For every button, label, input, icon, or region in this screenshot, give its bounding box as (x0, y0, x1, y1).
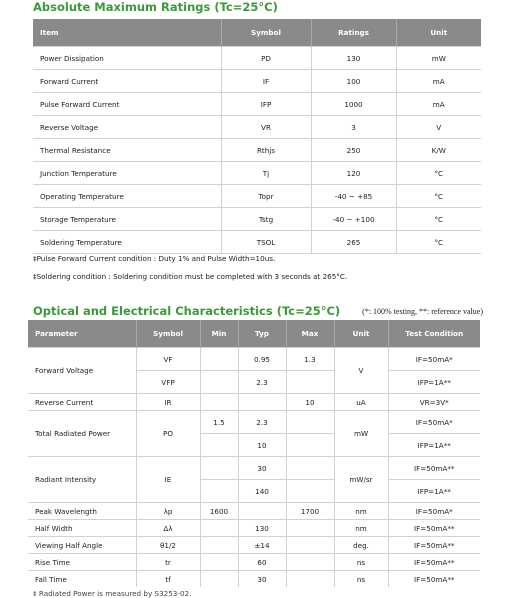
item-cell: Pulse Forward Current (33, 93, 221, 116)
min-cell (200, 480, 238, 503)
typ-cell: 140 (238, 480, 286, 503)
min-cell (200, 371, 238, 394)
unit-cell: uA (334, 394, 388, 411)
absolute-ratings-title: Absolute Maximum Ratings (Tc=25°C) (33, 0, 278, 14)
table-row (28, 457, 480, 480)
param-cell: Fall Time (28, 571, 136, 588)
header-symbol: Symbol (136, 320, 200, 348)
table-row (28, 348, 480, 371)
unit-cell: °C (396, 162, 481, 185)
min-cell (200, 394, 238, 411)
table-row (28, 503, 480, 520)
symbol-cell: TSOL (221, 231, 311, 254)
symbol-cell: tf (136, 571, 200, 588)
symbol-cell: IF (221, 70, 311, 93)
pulse-current-note: ‡Pulse Forward Current condition : Duty 1% and Pulse Width=10us. (33, 254, 276, 263)
ratings-cell: -40 ~ +100 (311, 208, 396, 231)
unit-cell: ns (334, 554, 388, 571)
unit-cell: mA (396, 70, 481, 93)
condition-cell: IF=50mA** (388, 571, 480, 588)
symbol-cell: PO (136, 411, 200, 457)
header-ratings: Ratings (311, 19, 396, 47)
min-cell: 1600 (200, 503, 238, 520)
table-row (28, 411, 480, 434)
ratings-cell: 1000 (311, 93, 396, 116)
unit-cell: °C (396, 208, 481, 231)
max-cell (286, 571, 334, 588)
typ-cell: 0.95 (238, 348, 286, 371)
unit-cell: °C (396, 185, 481, 208)
param-cell: Forward Voltage (28, 348, 136, 394)
item-cell: Power Dissipation (33, 47, 221, 70)
ratings-cell: 100 (311, 70, 396, 93)
max-cell (286, 434, 334, 457)
param-cell: Radiant Intensity (28, 457, 136, 503)
header-unit: Unit (396, 19, 481, 47)
unit-cell: nm (334, 520, 388, 537)
table-row (28, 520, 480, 537)
ratings-cell: 3 (311, 116, 396, 139)
unit-cell: °C (396, 231, 481, 254)
table-row (33, 208, 481, 231)
symbol-cell: Tj (221, 162, 311, 185)
item-cell: Junction Temperature (33, 162, 221, 185)
max-cell: 10 (286, 394, 334, 411)
unit-cell: ns (334, 571, 388, 588)
header-typ: Typ (238, 320, 286, 348)
symbol-cell: tr (136, 554, 200, 571)
min-cell (200, 434, 238, 457)
condition-cell: IFP=1A** (388, 434, 480, 457)
item-cell: Reverse Voltage (33, 116, 221, 139)
unit-cell: deg. (334, 537, 388, 554)
condition-cell: IF=50mA* (388, 348, 480, 371)
typ-cell: 130 (238, 520, 286, 537)
min-cell (200, 571, 238, 588)
min-cell (200, 348, 238, 371)
soldering-note: ‡Soldering condition : Soldering condition must be completed with 3 seconds at 265°C. (33, 272, 348, 281)
condition-cell: VR=3V* (388, 394, 480, 411)
condition-cell: IF=50mA** (388, 554, 480, 571)
max-cell (286, 537, 334, 554)
ratings-cell: 130 (311, 47, 396, 70)
table-header-row (33, 19, 481, 47)
typ-cell: 60 (238, 554, 286, 571)
symbol-cell: θ1/2 (136, 537, 200, 554)
symbol-cell: IR (136, 394, 200, 411)
table-row (28, 394, 480, 411)
condition-cell: IF=50mA** (388, 457, 480, 480)
item-cell: Operating Temperature (33, 185, 221, 208)
header-item: Item (33, 19, 221, 47)
header-symbol: Symbol (221, 19, 311, 47)
max-cell: 1700 (286, 503, 334, 520)
ratings-cell: -40 ~ +85 (311, 185, 396, 208)
ratings-cell: 250 (311, 139, 396, 162)
symbol-cell: PD (221, 47, 311, 70)
max-cell (286, 554, 334, 571)
table-row (33, 70, 481, 93)
table-header-row (28, 320, 480, 348)
typ-cell (238, 503, 286, 520)
header-parameter: Parameter (28, 320, 136, 348)
condition-cell: IF=50mA* (388, 411, 480, 434)
item-cell: Forward Current (33, 70, 221, 93)
typ-cell: 30 (238, 571, 286, 588)
symbol-cell: VFP (136, 371, 200, 394)
min-cell (200, 520, 238, 537)
typ-cell: 2.3 (238, 371, 286, 394)
item-cell: Thermal Resistance (33, 139, 221, 162)
item-cell: Soldering Temperature (33, 231, 221, 254)
symbol-cell: Tstg (221, 208, 311, 231)
condition-cell: IF=50mA** (388, 537, 480, 554)
header-max: Max (286, 320, 334, 348)
symbol-cell: IE (136, 457, 200, 503)
symbol-cell: IFP (221, 93, 311, 116)
typ-cell: 30 (238, 457, 286, 480)
table-row (33, 162, 481, 185)
min-cell (200, 554, 238, 571)
unit-cell: mW (396, 47, 481, 70)
testing-legend-note: (*: 100% testing, **: reference value) (362, 307, 483, 316)
symbol-cell: λp (136, 503, 200, 520)
symbol-cell: VF (136, 348, 200, 371)
param-cell: Rise Time (28, 554, 136, 571)
unit-cell: K/W (396, 139, 481, 162)
condition-cell: IFP=1A** (388, 480, 480, 503)
table-row (33, 93, 481, 116)
condition-cell: IF=50mA* (388, 503, 480, 520)
unit-cell: V (396, 116, 481, 139)
max-cell (286, 411, 334, 434)
ratings-cell: 265 (311, 231, 396, 254)
item-cell: Storage Temperature (33, 208, 221, 231)
symbol-cell: VR (221, 116, 311, 139)
param-cell: Viewing Half Angle (28, 537, 136, 554)
typ-cell: ±14 (238, 537, 286, 554)
min-cell (200, 457, 238, 480)
table-row (28, 571, 480, 588)
min-cell: 1.5 (200, 411, 238, 434)
table-row (33, 116, 481, 139)
header-min: Min (200, 320, 238, 348)
table-row (33, 231, 481, 254)
max-cell (286, 457, 334, 480)
condition-cell: IFP=1A** (388, 371, 480, 394)
optical-characteristics-title: Optical and Electrical Characteristics (Tc=25°C) (33, 304, 341, 318)
condition-cell: IF=50mA** (388, 520, 480, 537)
table-row (28, 537, 480, 554)
min-cell (200, 537, 238, 554)
param-cell: Half Width (28, 520, 136, 537)
header-test-condition: Test Condition (388, 320, 480, 348)
unit-cell: nm (334, 503, 388, 520)
unit-cell: mW (334, 411, 388, 457)
symbol-cell: Topr (221, 185, 311, 208)
ratings-cell: 120 (311, 162, 396, 185)
max-cell (286, 371, 334, 394)
symbol-cell: Rthjs (221, 139, 311, 162)
symbol-cell: Δλ (136, 520, 200, 537)
max-cell (286, 520, 334, 537)
radiated-power-footnote: ‡ Radiated Power is measured by S3253-02. (33, 589, 192, 598)
typ-cell: 2.3 (238, 411, 286, 434)
table-row (33, 47, 481, 70)
param-cell: Total Radiated Power (28, 411, 136, 457)
absolute-ratings-table (33, 19, 481, 254)
param-cell: Reverse Current (28, 394, 136, 411)
unit-cell: V (334, 348, 388, 394)
max-cell: 1.3 (286, 348, 334, 371)
table-row (28, 554, 480, 571)
header-unit: Unit (334, 320, 388, 348)
unit-cell: mA (396, 93, 481, 116)
typ-cell: 10 (238, 434, 286, 457)
typ-cell (238, 394, 286, 411)
table-row (33, 185, 481, 208)
optical-characteristics-table (28, 320, 480, 587)
max-cell (286, 480, 334, 503)
unit-cell: mW/sr (334, 457, 388, 503)
table-row (33, 139, 481, 162)
param-cell: Peak Wavelength (28, 503, 136, 520)
